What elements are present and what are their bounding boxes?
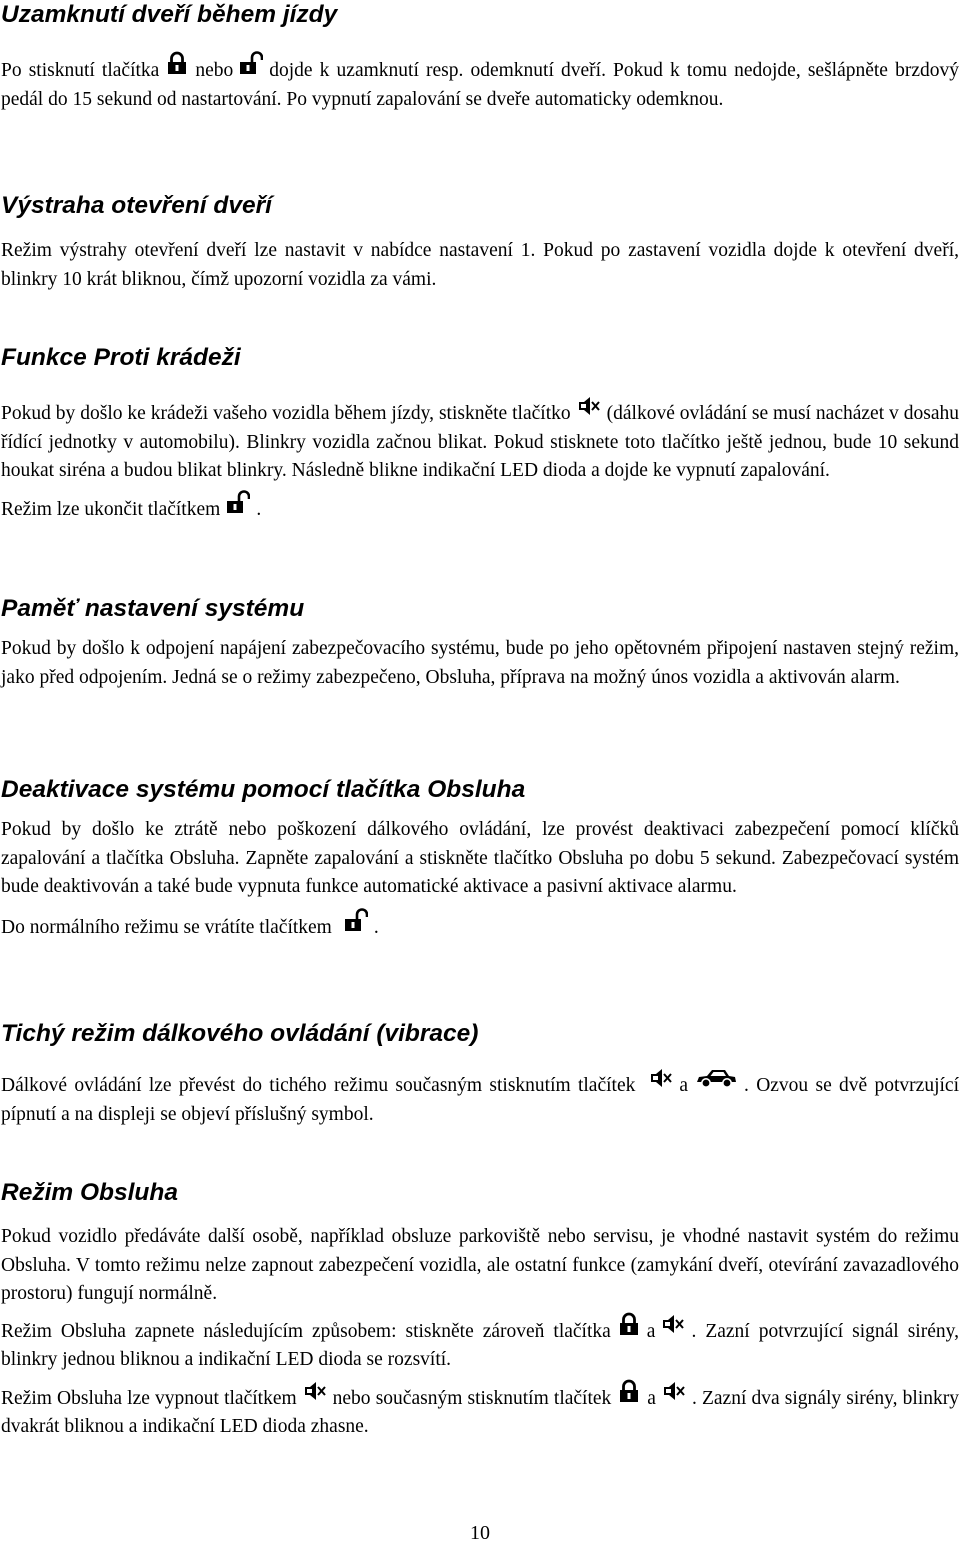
paragraph: Pokud vozidlo předáváte další osobě, například obsluze parkoviště nebo servisu, je vhodné nastavit systém do režimu Obsluha. V tomto režimu nelze zapnout zabezpečení vozidla, ale ostatní funkce (zamykání dveří, otevírání zavazadlového prostoru) fungují normálně. xyxy=(1,1226,959,1304)
section-heading: Režim Obsluha xyxy=(1,1179,178,1206)
section-service-mode xyxy=(0,1178,960,1442)
paragraph: Po stisknutí tlačítka nebo dojde k uzamknutí resp. odemknutí dveří. Pokud k tomu nedojde, sešlápněte brzdový pedál do 15 sekund od nastartování. Po vypnutí zapalování se dveře automaticky odemknou. xyxy=(1,51,959,114)
section-door-open-warning xyxy=(0,191,960,294)
lock-closed-icon xyxy=(617,1379,641,1403)
section-heading: Deaktivace systému pomocí tlačítka Obsluha xyxy=(1,776,526,803)
mute-speaker-icon xyxy=(662,1379,686,1403)
mute-speaker-icon xyxy=(661,1312,685,1336)
section-anti-theft xyxy=(0,343,960,524)
section-heading: Uzamknutí dveří během jízdy xyxy=(1,1,338,28)
paragraph: Do normálního režimu se vrátíte tlačítkem . xyxy=(1,908,959,943)
paragraph: Pokud by došlo k odpojení napájení zabezpečovacího systému, bude po jeho opětovném připojení nastaven stejný režim, jako před odpojením. Jedná se o režimy zabezpečeno, Obsluha, příprava na možný únos vozidla a aktivován alarm. xyxy=(1,638,959,688)
lock-open-icon xyxy=(344,908,368,932)
section-deactivation-service-button xyxy=(0,775,960,942)
mute-speaker-icon xyxy=(577,394,601,418)
section-door-lock-while-driving xyxy=(0,0,960,114)
paragraph: Pokud by došlo ke krádeži vašeho vozidla během jízdy, stiskněte tlačítko (dálkové ovládání se musí nacházet v dosahu řídící jednotky v automobilu). Blinkry vozidla začnou blikat. Pokud stisknete toto tlačítko ještě jednou, bude 10 sekund houkat siréna a budou blikat blinkry. Následně blikne indikační LED dioda a dojde ke vypnutí zapalování. xyxy=(1,394,959,486)
lock-open-icon xyxy=(226,490,250,514)
paragraph: Režim výstrahy otevření dveří lze nastavit v nabídce nastavení 1. Pokud po zastavení vozidla dojde k otevření dveří, blinkry 10 krát bliknou, čímž upozorní vozidla za vámi. xyxy=(1,240,959,290)
section-silent-mode xyxy=(0,1019,960,1129)
section-heading: Výstraha otevření dveří xyxy=(1,192,272,219)
paragraph: Režim Obsluha lze vypnout tlačítkem nebo současným stisknutím tlačítek a . Zazní dva signály sirény, blinkry dvakrát bliknou a indikační LED dioda zhasne. xyxy=(1,1379,959,1442)
paragraph: Pokud by došlo ke ztrátě nebo poškození dálkového ovládání, lze provést deaktivaci zabezpečení pomocí klíčků zapalování a tlačítka Obsluha. Zapněte zapalování a stiskněte tlačítko Obsluha po dobu 5 sekund. Zabezpečovací systém bude deaktivován a také bude vypnuta funkce automatické aktivace a pasivní aktivace alarmu. xyxy=(1,819,959,897)
paragraph: Režim lze ukončit tlačítkem . xyxy=(1,490,959,525)
car-icon xyxy=(694,1067,738,1089)
section-settings-memory xyxy=(0,594,960,692)
paragraph: Dálkové ovládání lze převést do tichého režimu současným stisknutím tlačítek a . Ozvou se dvě potvrzující pípnutí a na displeji se objeví příslušný symbol. xyxy=(1,1066,959,1129)
section-heading: Tichý režim dálkového ovládání (vibrace) xyxy=(1,1020,479,1047)
page-number: 10 xyxy=(470,1522,490,1544)
lock-closed-icon xyxy=(165,51,189,75)
lock-open-icon xyxy=(239,51,263,75)
mute-speaker-icon xyxy=(303,1379,327,1403)
section-heading: Funkce Proti krádeži xyxy=(1,344,241,371)
mute-speaker-icon xyxy=(649,1066,673,1090)
paragraph: Režim Obsluha zapnete následujícím způsobem: stiskněte zároveň tlačítka a . Zazní potvrzující signál sirény, blinkry jednou bliknou a indikační LED dioda se rozsvítí. xyxy=(1,1312,959,1375)
lock-closed-icon xyxy=(617,1312,641,1336)
section-heading: Paměť nastavení systému xyxy=(1,595,305,622)
